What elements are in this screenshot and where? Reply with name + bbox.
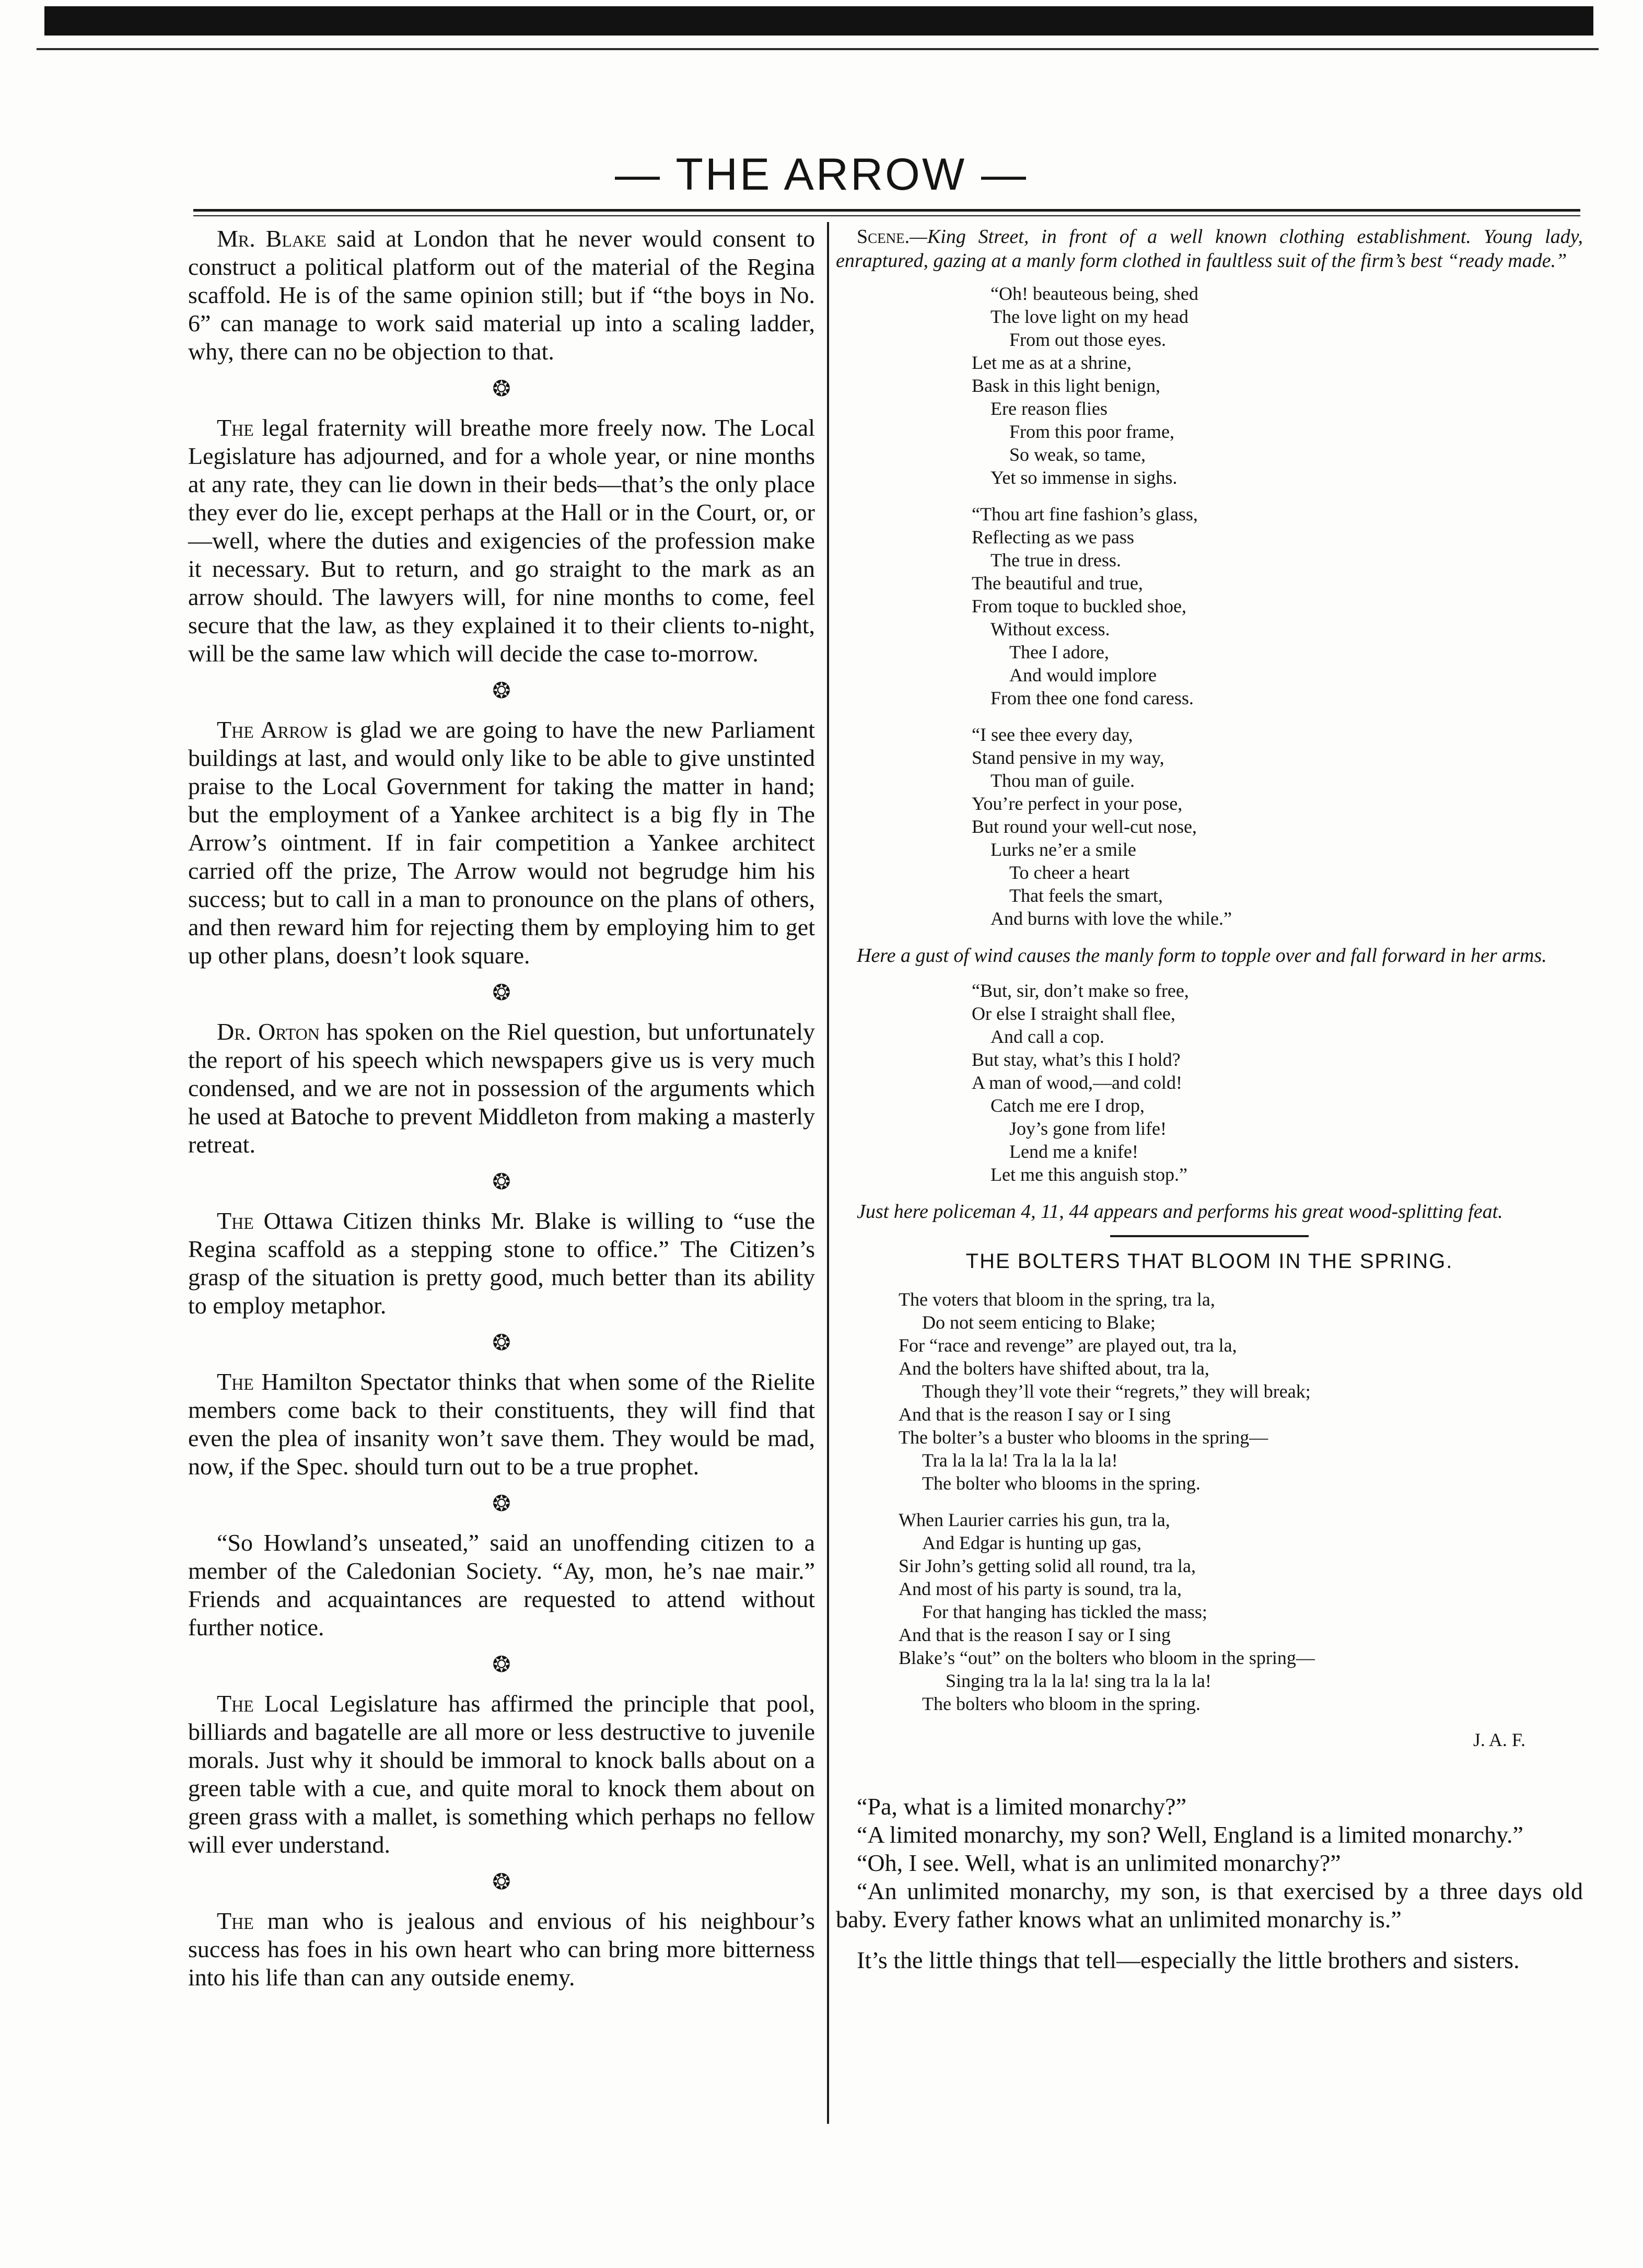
poem-line: “But, sir, don’t make so free, [972,980,1189,1001]
poem-line: When Laurier carries his gun, tra la, [899,1509,1170,1530]
poem-line: Joy’s gone from life! [1009,1118,1167,1139]
poem-line: Yet so immense in sighs. [991,467,1178,488]
column-divider [827,222,829,2124]
poem-line: Without excess. [991,619,1110,639]
poem-line: A man of wood,—and cold! [972,1072,1182,1093]
poem-line: Though they’ll vote their “regrets,” they will break; [922,1381,1311,1402]
poem-line: Tra la la la! Tra la la la la! [922,1450,1118,1471]
article [188,1690,815,1859]
article-text: “So Howland’s unseated,” said an unoffending citizen to a member of the Caledonian Society. “Ay, mon, he’s nae mair.” Friends and acquaintances are requested to attend without further notice. [188,1529,815,1641]
poem-line: And that is the reason I say or I sing [899,1404,1171,1425]
poem-line: Do not seem enticing to Blake; [922,1312,1156,1333]
poem-line: Bask in this light benign, [972,375,1161,396]
poem-line: From thee one fond caress. [991,688,1194,708]
separator-ornament: ❂ [492,377,511,401]
poem-line: And call a cop. [991,1026,1104,1047]
poem-stanza-4 [972,979,1583,1186]
scene-label: Scene. [857,226,910,248]
poem-line: Let me this anguish stop.” [991,1164,1187,1185]
header-rule-thick [193,209,1580,212]
header-rule-thin [193,215,1580,216]
scene-text: —King Street, in front of a well known clothing establishment. Young lady, enraptured, gazing at a manly form clothed in faultless suit of the firm’s best “ready made.” [836,226,1583,272]
poem-line: “Oh! beauteous being, shed [991,283,1198,304]
bolters-stanza-2 [899,1508,1583,1715]
stage-direction: Here a gust of wind causes the manly form to topple over and fall forward in her arms. [857,945,1547,967]
poem-line: Lurks ne’er a smile [991,839,1136,860]
article-lead: Mr. Blake [217,225,327,252]
poem-line: Or else I straight shall flee, [972,1003,1175,1024]
poem-line: The bolter who blooms in the spring. [922,1473,1201,1494]
article-lead: The [217,414,254,441]
article [188,1368,815,1481]
dialog-line: “A limited monarchy, my son? Well, England is a limited monarchy.” [857,1821,1523,1848]
closing-quip: It’s the little things that tell—especially the little brothers and sisters. [857,1947,1520,1973]
page-title: — THE ARROW — [614,149,1029,200]
poem-line: Ere reason flies [991,398,1108,419]
top-border-bar [44,6,1593,36]
article-text: Ottawa Citizen thinks Mr. Blake is willing to “use the Regina scaffold as a stepping stone to office.” The Citizen’s grasp of the situation is pretty good, much better than its ability to employ metaphor. [188,1207,815,1319]
poem-line: Thee I adore, [1009,642,1109,662]
section-rule [1110,1235,1309,1237]
separator-ornament: ❂ [492,981,511,1005]
article [188,225,815,366]
poem-line: Let me as at a shrine, [972,352,1132,373]
poem-line: Stand pensive in my way, [972,747,1164,768]
poem-stanza-2 [972,503,1583,710]
poem-line: And burns with love the while.” [991,908,1232,929]
poem-line: Lend me a knife! [1009,1141,1138,1162]
poem-line: That feels the smart, [1009,885,1163,906]
article-lead: The [217,1908,254,1934]
article [188,1018,815,1159]
poem-line: Singing tra la la la! sing tra la la la! [946,1670,1211,1691]
article [188,1207,815,1320]
poem-line: For “race and revenge” are played out, tra la, [899,1335,1237,1356]
poem-line: To cheer a heart [1009,862,1130,883]
article-text: legal fraternity will breathe more freely now. The Local Legislature has adjourned, and for a whole year, or nine months at any rate, they can lie down in their beds—that’s the only place they ever do lie, except perhaps at the Hall or in the Court, or, or—well, where the duties and exigencies of the profession make it necessary. But to return, and go straight to the mark as an arrow should. The lawyers will, for nine months to come, feel secure that the law, as they explained it to their clients to-night, will be the same law which will decide the case to-morrow. [188,414,815,667]
right-column [836,225,1583,1974]
poem-line: Catch me ere I drop, [991,1095,1145,1116]
poem-line: The beautiful and true, [972,573,1143,594]
dialog-line: “An unlimited monarchy, my son, is that exercised by a three days old baby. Every father knows what an unlimited monarchy is.” [836,1878,1583,1933]
poem-line: And most of his party is sound, tra la, [899,1578,1182,1599]
article-lead: The [217,1368,254,1395]
bolters-stanza-1 [899,1288,1583,1495]
separator-ornament: ❂ [492,1170,511,1194]
poem-line: “I see thee every day, [972,724,1133,745]
poem-line: The voters that bloom in the spring, tra la, [899,1289,1215,1310]
separator-ornament: ❂ [492,1492,511,1516]
poem-line: From toque to buckled shoe, [972,596,1186,617]
article [188,414,815,668]
article-text: Hamilton Spectator thinks that when some of the Rielite members come back to their constituents, they will find that even the plea of insanity won’t save them. They would be mad, now, if the Spec. should turn out to be a true prophet. [188,1368,815,1480]
article-text: man who is jealous and envious of his neighbour’s success has foes in his own heart who can bring more bitterness into his life than can any outside enemy. [188,1908,815,1991]
poem-line: And would implore [1009,665,1157,685]
poem-line: The love light on my head [991,306,1188,327]
left-column [188,225,815,1992]
article-text: said at London that he never would consent to construct a political platform out of the material of the Regina scaffold. He is of the same opinion still; but if “the boys in No. 6” can manage to work said material up into a scaling ladder, why, there can no be objection to that. [188,225,815,365]
article-lead: The [217,1690,254,1717]
poem-line: But stay, what’s this I hold? [972,1049,1181,1070]
poem-signature: J. A. F. [1473,1729,1525,1750]
article [188,1907,815,1992]
article-text: has spoken on the Riel question, but unfortunately the report of his speech which newspapers give us is very much condensed, and we are not in possession of the arguments which he used at Batoche to prevent Middleton from making a masterly retreat. [188,1018,815,1158]
poem-line: The true in dress. [991,550,1121,571]
poem-line: The bolters who bloom in the spring. [922,1693,1201,1714]
stage-direction: Just here policeman 4, 11, 44 appears and performs his great wood-splitting feat. [857,1201,1503,1223]
poem-line: Reflecting as we pass [972,527,1134,548]
separator-ornament: ❂ [492,1331,511,1355]
poem-line: For that hanging has tickled the mass; [922,1601,1207,1622]
poem-stanza-1 [972,282,1583,489]
poem-stanza-3 [972,723,1583,930]
article-text: Local Legislature has affirmed the principle that pool, billiards and bagatelle are all more or less destructive to juvenile morals. Just why it should be immoral to knock balls about on a green table with a cue, and quite moral to knock them about on green grass with a mallet, is something which perhaps no fellow will ever understand. [188,1690,815,1858]
poem-line: Thou man of guile. [991,770,1135,791]
poem-line: And the bolters have shifted about, tra la, [899,1358,1209,1379]
poem-title: THE BOLTERS THAT BLOOM IN THE SPRING. [965,1250,1453,1273]
scene-description [836,225,1583,273]
dialog-line: “Pa, what is a limited monarchy?” [857,1793,1187,1820]
poem-line: From this poor frame, [1009,421,1174,442]
poem-line: And Edgar is hunting up gas, [922,1532,1141,1553]
article-text: is glad we are going to have the new Parliament buildings at last, and would only like to be able to give unstinted praise to the Local Government for taking the matter in hand; but the employment of a Yankee architect is a big fly in The Arrow’s ointment. If in fair competition a Yankee architect carried off the prize, The Arrow would not begrudge him his success; but to call in a man to pronounce on the plans of others, and then reward him for rejecting them by employing him to get up other plans, doesn’t look square. [188,716,815,969]
poem-line: Blake’s “out” on the bolters who bloom in the spring— [899,1647,1315,1668]
article [188,716,815,970]
poem-line: Sir John’s getting solid all round, tra la, [899,1555,1196,1576]
poem-line: “Thou art fine fashion’s glass, [972,504,1198,525]
poem-line: So weak, so tame, [1009,444,1146,465]
poem-line: But round your well-cut nose, [972,816,1197,837]
top-border-line [37,48,1599,50]
separator-ornament: ❂ [492,1870,511,1894]
article [188,1529,815,1642]
separator-ornament: ❂ [492,679,511,703]
poem-line: You’re perfect in your pose, [972,793,1183,814]
poem-line: From out those eyes. [1009,329,1166,350]
poem-line: And that is the reason I say or I sing [899,1624,1171,1645]
article-lead: The Arrow [217,716,328,743]
separator-ornament: ❂ [492,1653,511,1677]
dialog-line: “Oh, I see. Well, what is an unlimited monarchy?” [857,1850,1341,1876]
article-lead: The [217,1207,254,1234]
poem-line: The bolter’s a buster who blooms in the spring— [899,1427,1268,1448]
article-lead: Dr. Orton [217,1018,320,1045]
